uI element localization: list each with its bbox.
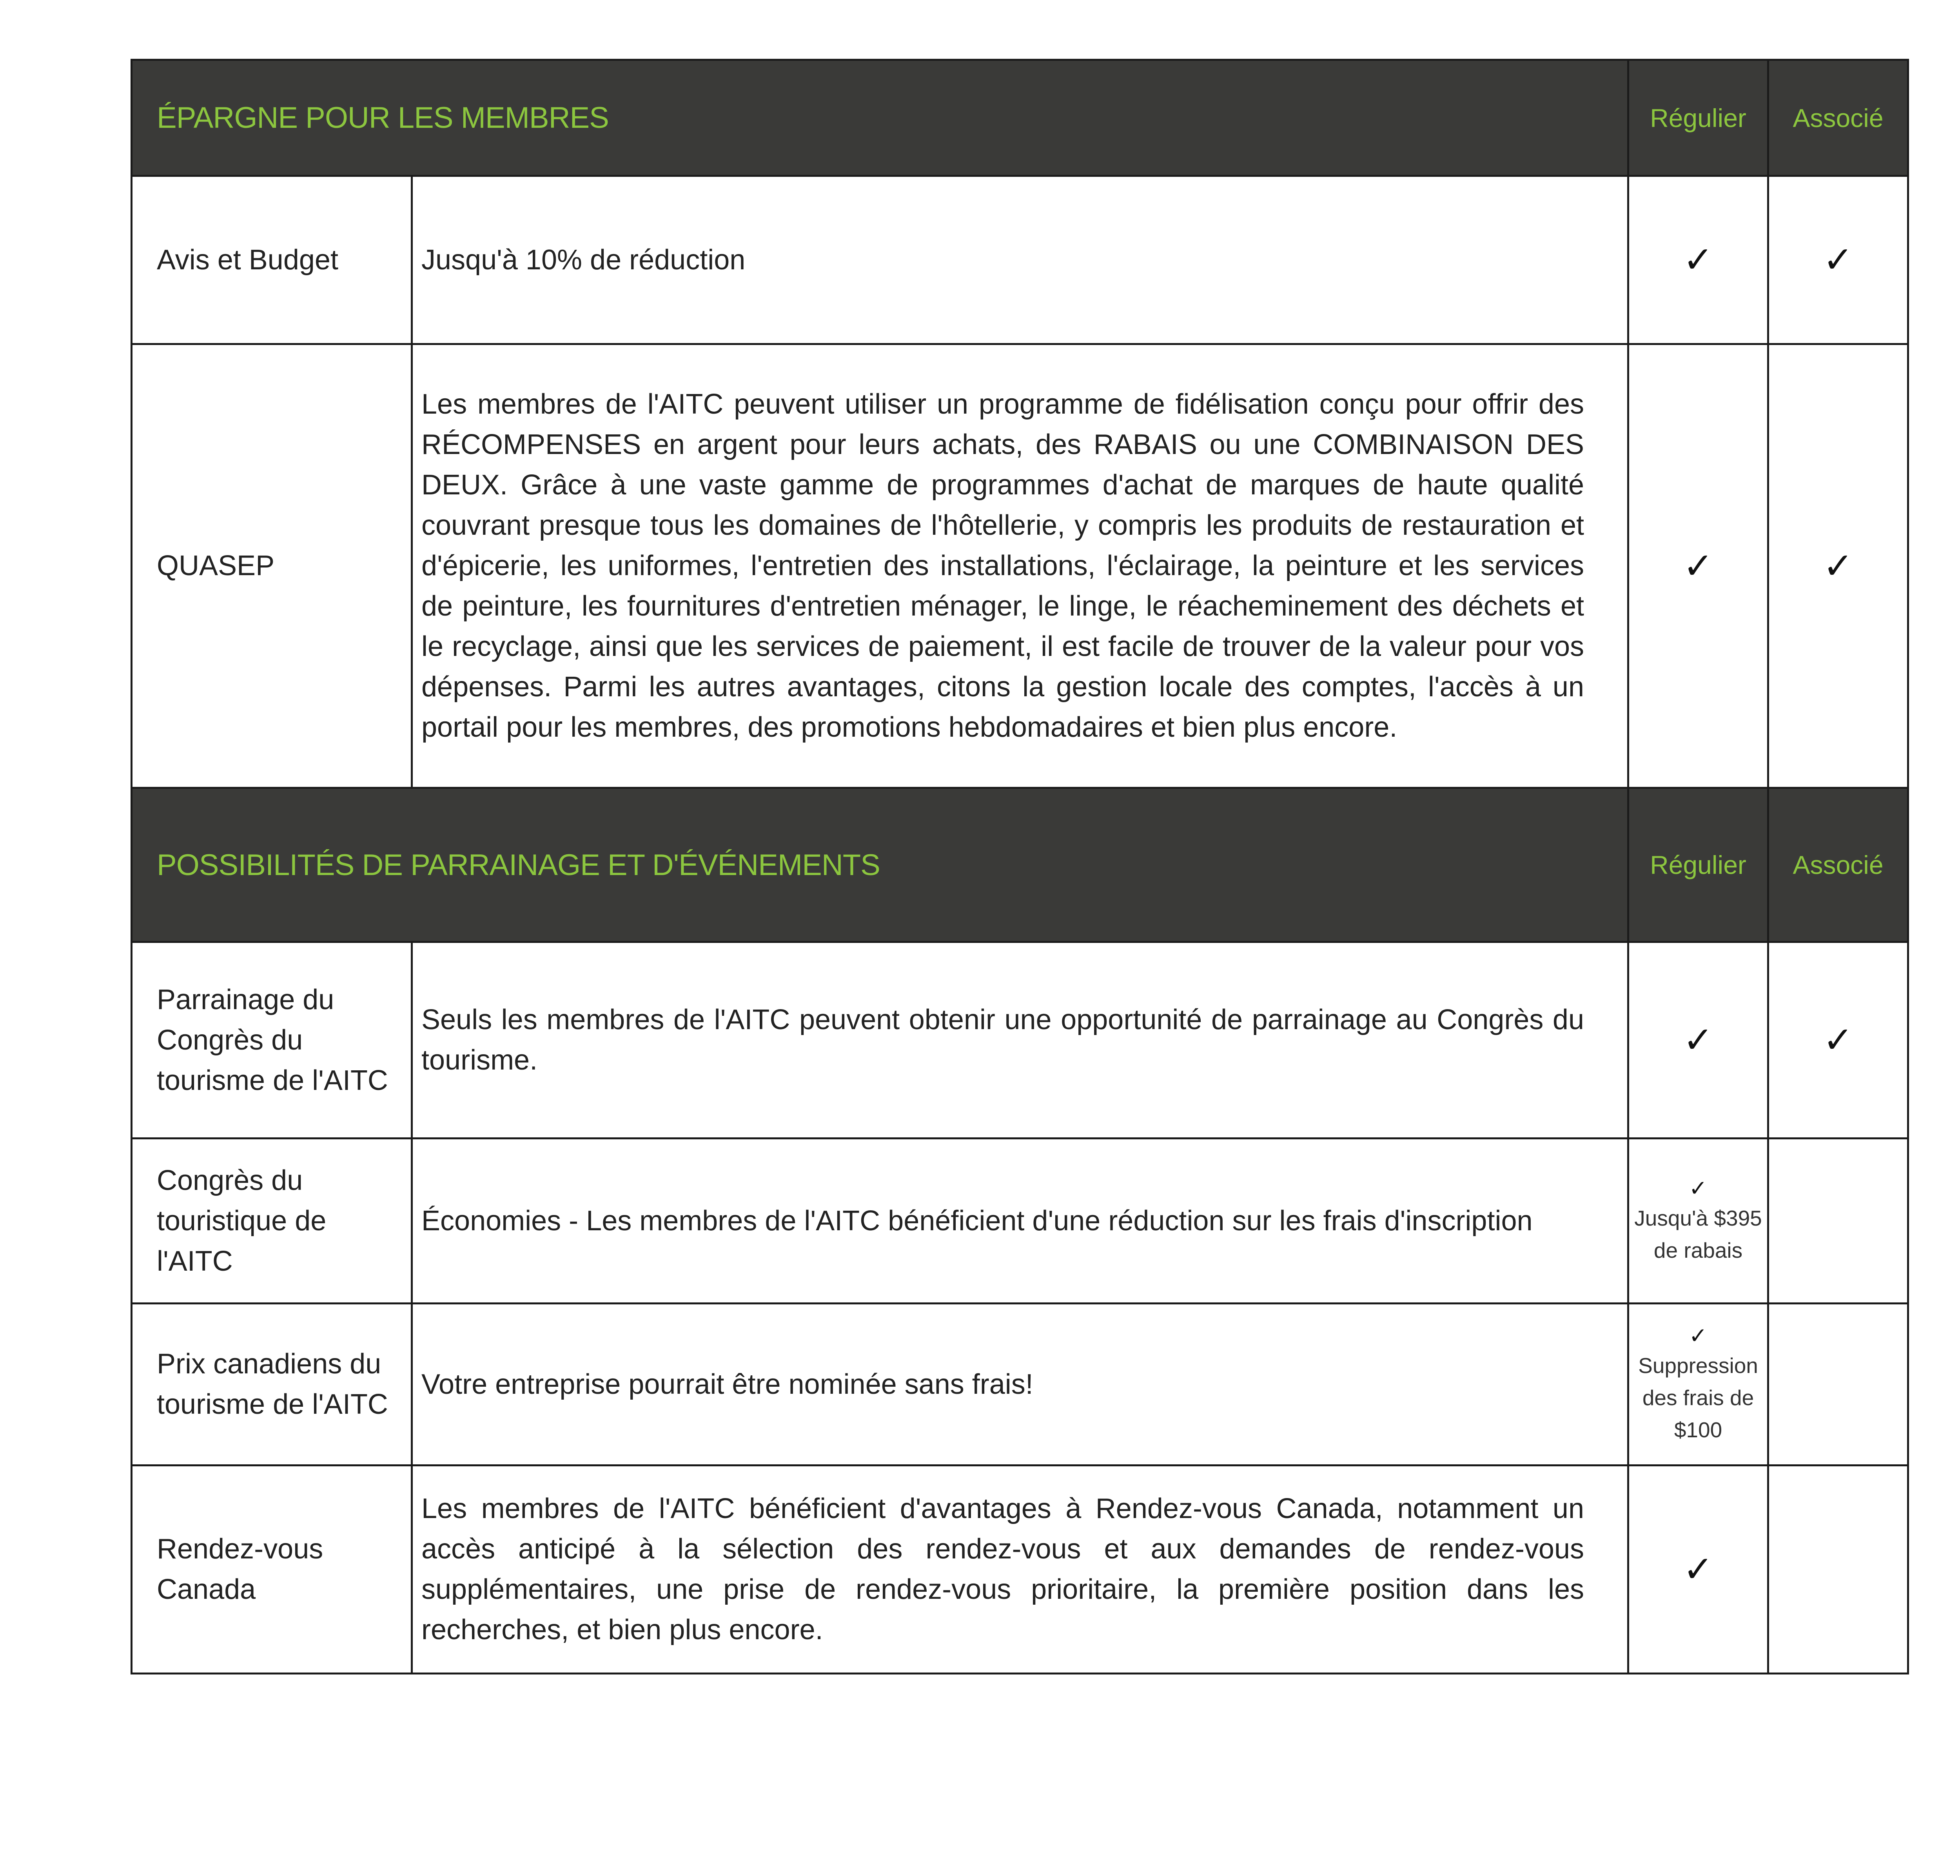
regular-cell: [1628, 176, 1768, 344]
check-icon: ✓: [1823, 545, 1853, 587]
member-benefits-table: [131, 59, 1909, 1674]
benefit-description: Votre entreprise pourrait être nominée sans frais!: [412, 1304, 1628, 1466]
check-icon: ✓: [1689, 1176, 1708, 1202]
regular-cell: [1628, 1466, 1768, 1674]
column-regular-header: Régulier: [1628, 788, 1768, 942]
associate-cell: [1768, 1466, 1908, 1674]
check-icon: ✓: [1823, 239, 1853, 281]
regular-note: Jusqu'à $395 de rabais: [1634, 1206, 1762, 1262]
table-row: [132, 1304, 1908, 1466]
benefit-description: Économies - Les membres de l'AITC bénéficient d'une réduction sur les frais d'inscription: [412, 1139, 1628, 1304]
check-icon: ✓: [1683, 239, 1713, 281]
associate-cell: [1768, 942, 1908, 1139]
regular-note: Suppression des frais de $100: [1638, 1353, 1758, 1442]
column-associate-header: Associé: [1768, 60, 1908, 176]
check-icon: ✓: [1689, 1323, 1708, 1349]
associate-cell: [1768, 344, 1908, 788]
section-title: POSSIBILITÉS DE PARRAINAGE ET D'ÉVÉNEMENTS: [132, 788, 1628, 942]
section-header-savings: [132, 60, 1908, 176]
table-row: [132, 942, 1908, 1139]
benefit-description: Les membres de l'AITC bénéficient d'avantages à Rendez-vous Canada, notamment un accès anticipé à la sélection des rendez-vous et aux demandes de rendez-vous supplémentaires, une prise de rendez-vous prioritaire, la première position dans les recherches, et bien plus encore.: [412, 1466, 1628, 1674]
table-row: [132, 1466, 1908, 1674]
column-regular-header: Régulier: [1628, 60, 1768, 176]
check-icon: ✓: [1823, 1019, 1853, 1061]
benefit-description: Jusqu'à 10% de réduction: [412, 176, 1628, 344]
benefit-name: Parrainage du Congrès du tourisme de l'AITC: [132, 942, 412, 1139]
table-row: [132, 344, 1908, 788]
benefit-name: Rendez-vous Canada: [132, 1466, 412, 1674]
benefit-name: Avis et Budget: [132, 176, 412, 344]
regular-cell: [1628, 942, 1768, 1139]
column-associate-header: Associé: [1768, 788, 1908, 942]
associate-cell: [1768, 1304, 1908, 1466]
associate-cell: [1768, 176, 1908, 344]
benefit-name: Congrès du touristique de l'AITC: [132, 1139, 412, 1304]
regular-cell: [1628, 1304, 1768, 1466]
check-icon: ✓: [1683, 1019, 1713, 1061]
benefit-description: Seuls les membres de l'AITC peuvent obtenir une opportunité de parrainage au Congrès du tourisme.: [412, 942, 1628, 1139]
section-header-sponsorship: [132, 788, 1908, 942]
table-row: [132, 176, 1908, 344]
check-icon: ✓: [1683, 545, 1713, 587]
associate-cell: [1768, 1139, 1908, 1304]
benefit-name: QUASEP: [132, 344, 412, 788]
table-row: [132, 1139, 1908, 1304]
regular-cell: [1628, 344, 1768, 788]
section-title: ÉPARGNE POUR LES MEMBRES: [132, 60, 1628, 176]
benefit-description: Les membres de l'AITC peuvent utiliser un programme de fidélisation conçu pour offrir des RÉCOMPENSES en argent pour leurs achats, des RABAIS ou une COMBINAISON DES DEUX. Grâce à une vaste gamme de programmes d'achat de marques de haute qualité couvrant presque tous les domaines de l'hôtellerie, y compris les produits de restauration et d'épicerie, les uniformes, l'entretien des installations, l'éclairage, la peinture et les services de peinture, les fournitures d'entretien ménager, le linge, le réacheminement des déchets et le recyclage, ainsi que les services de paiement, il est facile de trouver de la valeur pour vos dépenses. Parmi les autres avantages, citons la gestion locale des comptes, l'accès à un portail pour les membres, des promotions hebdomadaires et bien plus encore.: [412, 344, 1628, 788]
check-icon: ✓: [1683, 1548, 1713, 1590]
benefit-name: Prix canadiens du tourisme de l'AITC: [132, 1304, 412, 1466]
regular-cell: [1628, 1139, 1768, 1304]
